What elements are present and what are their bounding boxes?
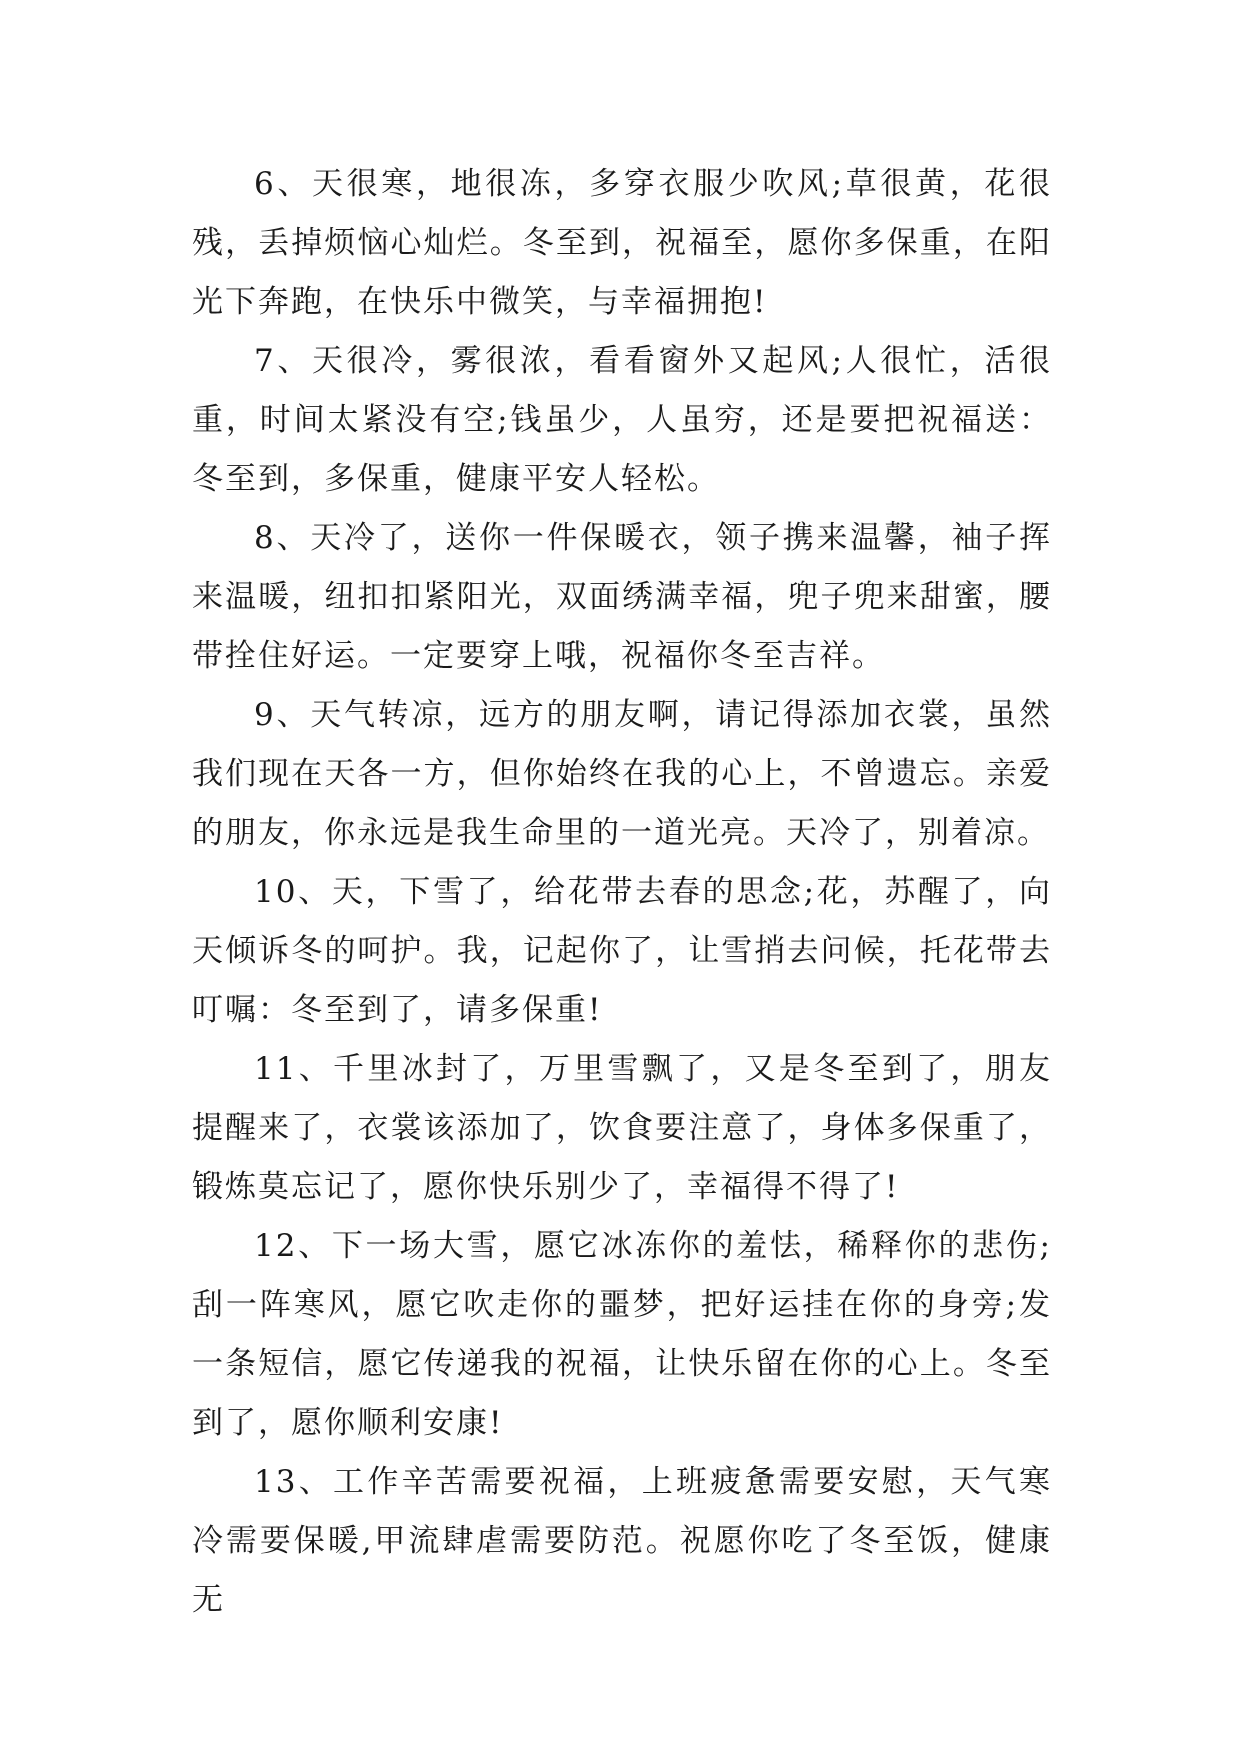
paragraph-13: 13、工作辛苦需要祝福，上班疲惫需要安慰，天气寒冷需要保暖,甲流肆虐需要防范。祝愿你吃了冬至饭，健康无 xyxy=(192,1464,1052,1618)
paragraph-8: 8、天冷了，送你一件保暖衣，领子携来温馨，袖子挥来温暖，纽扣扣紧阳光，双面绣满幸福，兜子兜来甜蜜，腰带拴住好运。一定要穿上哦，祝福你冬至吉祥。 xyxy=(192,520,1052,674)
paragraph-9: 9、天气转凉，远方的朋友啊，请记得添加衣裳，虽然我们现在天各一方，但你始终在我的心上，不曾遗忘。亲爱的朋友，你永远是我生命里的一道光亮。天冷了，别着凉。 xyxy=(192,697,1052,851)
paragraph-6: 6、天很寒，地很冻，多穿衣服少吹风;草很黄，花很残，丢掉烦恼心灿烂。冬至到，祝福至，愿你多保重，在阳光下奔跑，在快乐中微笑，与幸福拥抱! xyxy=(192,166,1052,320)
document-body xyxy=(192,155,1052,1630)
paragraph-10: 10、天，下雪了，给花带去春的思念;花，苏醒了，向天倾诉冬的呵护。我，记起你了，让雪捎去问候，托花带去叮嘱：冬至到了，请多保重! xyxy=(192,874,1052,1028)
paragraph-7: 7、天很冷，雾很浓，看看窗外又起风;人很忙，活很重，时间太紧没有空;钱虽少，人虽穷，还是要把祝福送：冬至到，多保重，健康平安人轻松。 xyxy=(192,343,1052,497)
paragraph-11: 11、千里冰封了，万里雪飘了，又是冬至到了，朋友提醒来了，衣裳该添加了，饮食要注意了，身体多保重了，锻炼莫忘记了，愿你快乐别少了，幸福得不得了! xyxy=(192,1051,1052,1205)
paragraph-12: 12、下一场大雪，愿它冰冻你的羞怯，稀释你的悲伤;刮一阵寒风，愿它吹走你的噩梦，把好运挂在你的身旁;发一条短信，愿它传递我的祝福，让快乐留在你的心上。冬至到了，愿你顺利安康! xyxy=(192,1228,1052,1441)
